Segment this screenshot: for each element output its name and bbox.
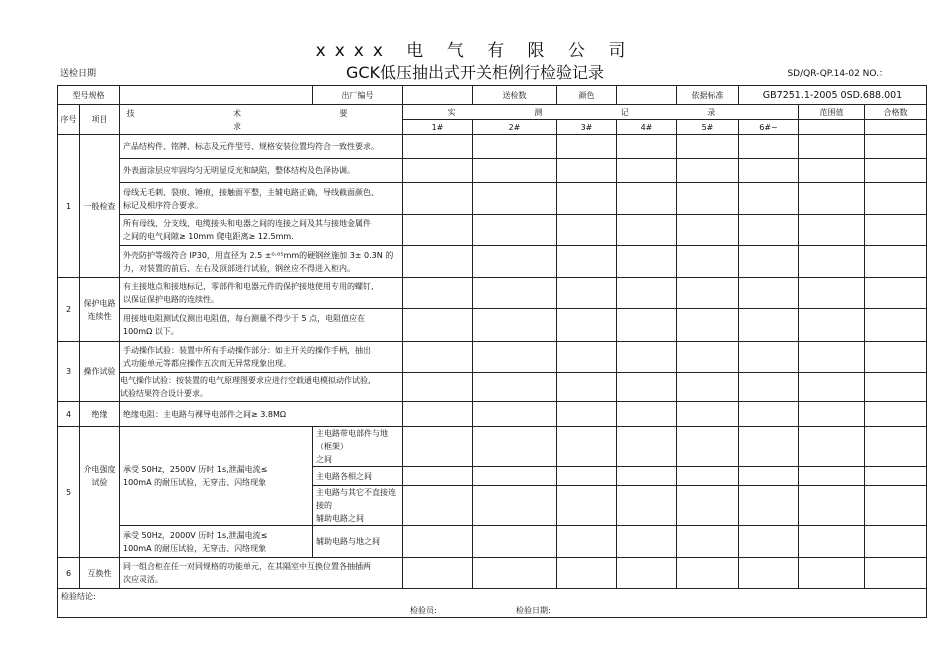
table-row: [58, 246, 927, 278]
color-value-cell[interactable]: [617, 86, 677, 105]
unit-header-6: 6#~: [739, 120, 799, 135]
test-subitem: 主电路各相之间: [313, 467, 403, 486]
row-item: 操作试验: [80, 342, 120, 402]
table-row: [58, 402, 927, 427]
requirement-text: 电气操作试验：按装置的电气原理图要求应进行空载通电模拟动作试验, 试验结果符合设计要求。: [120, 373, 403, 402]
row-item: 一般检查: [80, 135, 120, 278]
table-row: [58, 526, 927, 558]
table-row: [58, 183, 927, 215]
requirement-text: 绝缘电阻：主电路与裸导电部件之间≥ 3.8MΩ: [120, 402, 403, 427]
requirement-text: 手动操作试验：装置中所有手动操作部分：如主开关的操作手柄，抽出 式功能单元等都应操作五次而无异常现象出现。: [120, 342, 403, 373]
row-no: 5: [58, 427, 80, 558]
seq-header: 序号: [58, 105, 80, 135]
inspect-date-label: 检验日期:: [516, 606, 551, 615]
row-no: 3: [58, 342, 80, 402]
document-number: SD/QR-QP.14-02 NO.：: [787, 69, 888, 79]
test-subitem: 主电路与其它不直接连接的 辅助电路之间: [313, 486, 403, 526]
serial-label: 出厂编号: [313, 86, 403, 105]
std-label: 依据标准: [677, 86, 739, 105]
header-row-1: [58, 105, 927, 120]
row-no: 1: [58, 135, 80, 278]
row-item: 绝缘: [80, 402, 120, 427]
range-header: 范围值: [799, 105, 865, 120]
item-header: 项目: [80, 105, 120, 135]
test-subitem: 辅助电路与地之间: [313, 526, 403, 558]
table-row: [58, 135, 927, 159]
table-row: [58, 427, 927, 467]
model-value-cell[interactable]: [120, 86, 313, 105]
row-item: 互换性: [80, 558, 120, 589]
std-value: GB7251.1-2005 0SD.688.001: [739, 86, 927, 105]
inspector-label: 检验员:: [410, 606, 437, 615]
unit-header-3: 3#: [557, 120, 617, 135]
table-row: [58, 342, 927, 373]
qty-label: 送检数: [473, 86, 557, 105]
requirement-text: 外表面涂层应牢固均匀无明显反光和缺陷，整体结构及色泽协调。: [120, 159, 403, 183]
measured-header: 实 测 记 录: [403, 105, 799, 120]
requirement-text: 用接地电阻测试仪测出电阻值，每台测量不得少于 5 点，电阻值应在 100mΩ 以下。: [120, 309, 403, 342]
unit-header-5: 5#: [677, 120, 739, 135]
company-name: xxxx 电 气 有 限 公 司: [315, 41, 635, 61]
conclusion-area[interactable]: [58, 589, 927, 618]
requirement-text: 承受 50Hz，2500V 历时 1s,泄漏电流≤ 100mA 的耐压试验，无穿击、闪络现象: [120, 427, 313, 526]
requirement-text: 同一组合柜在任一对同规格的功能单元，在其隔室中互换位置各抽插两 次应灵活。: [120, 558, 403, 589]
unit-header-1: 1#: [403, 120, 473, 135]
row-no: 4: [58, 402, 80, 427]
table-row: [58, 278, 927, 309]
qualified-header: 合格数: [865, 105, 927, 120]
row-item: 保护电路连续性: [80, 278, 120, 342]
table-row: [58, 215, 927, 246]
inspection-record-table: [57, 85, 927, 618]
submit-date-label: 送检日期: [60, 69, 97, 79]
info-row: [58, 86, 927, 105]
footer-row: [58, 589, 927, 618]
test-subitem: 主电路带电部件与地 （框架） 之间: [313, 427, 403, 467]
unit-header-2: 2#: [473, 120, 557, 135]
table-row: [58, 309, 927, 342]
requirement-text: 有主接地点和接地标记，零部件和电器元件的保护接地使用专用的螺钉, 以保证保护电路的连续性。: [120, 278, 403, 309]
unit-header-4: 4#: [617, 120, 677, 135]
conclusion-label: 检验结论:: [61, 592, 96, 601]
requirement-text: 承受 50Hz，2000V 历时 1s,泄漏电流≤ 100mA 的耐压试验，无穿击、闪络现象: [120, 526, 313, 558]
requirement-text: 所有母线、分支线、电缆接头和电器之间的连接之间及其与接地金属件 之间的电气间隙≥ 10mm 爬电距离≥ 12.5mm.: [120, 215, 403, 246]
page-title: GCK低压抽出式开关柜例行检验记录: [345, 63, 605, 82]
requirement-text: 产品结构件、铭牌、标志及元件型号、规格安装位置均符合一致性要求。: [120, 135, 403, 159]
model-label: 型号规格: [58, 86, 120, 105]
table-row: [58, 159, 927, 183]
row-no: 2: [58, 278, 80, 342]
requirement-text: 外壳防护等级符合 IP30，用直径为 2.5 ±⁰·⁰⁵mm的硬钢丝施加 3± 0.3N 的 力，对装置的前后、左右及顶部进行试验，钢丝应不得进入柜内。: [120, 246, 403, 278]
table-row: [58, 373, 927, 402]
table-row: [58, 558, 927, 589]
requirements-header: 技 术 要 求: [120, 105, 403, 135]
serial-value-cell[interactable]: [403, 86, 473, 105]
row-item: 介电强度试验: [80, 427, 120, 526]
color-label: 颜色: [557, 86, 617, 105]
row-no: 6: [58, 558, 80, 589]
requirement-text: 母线无毛刺、裂痕、锤痕，接触面平整，主辅电路正确，导线截面颜色、 标记及相序符合要求。: [120, 183, 403, 215]
